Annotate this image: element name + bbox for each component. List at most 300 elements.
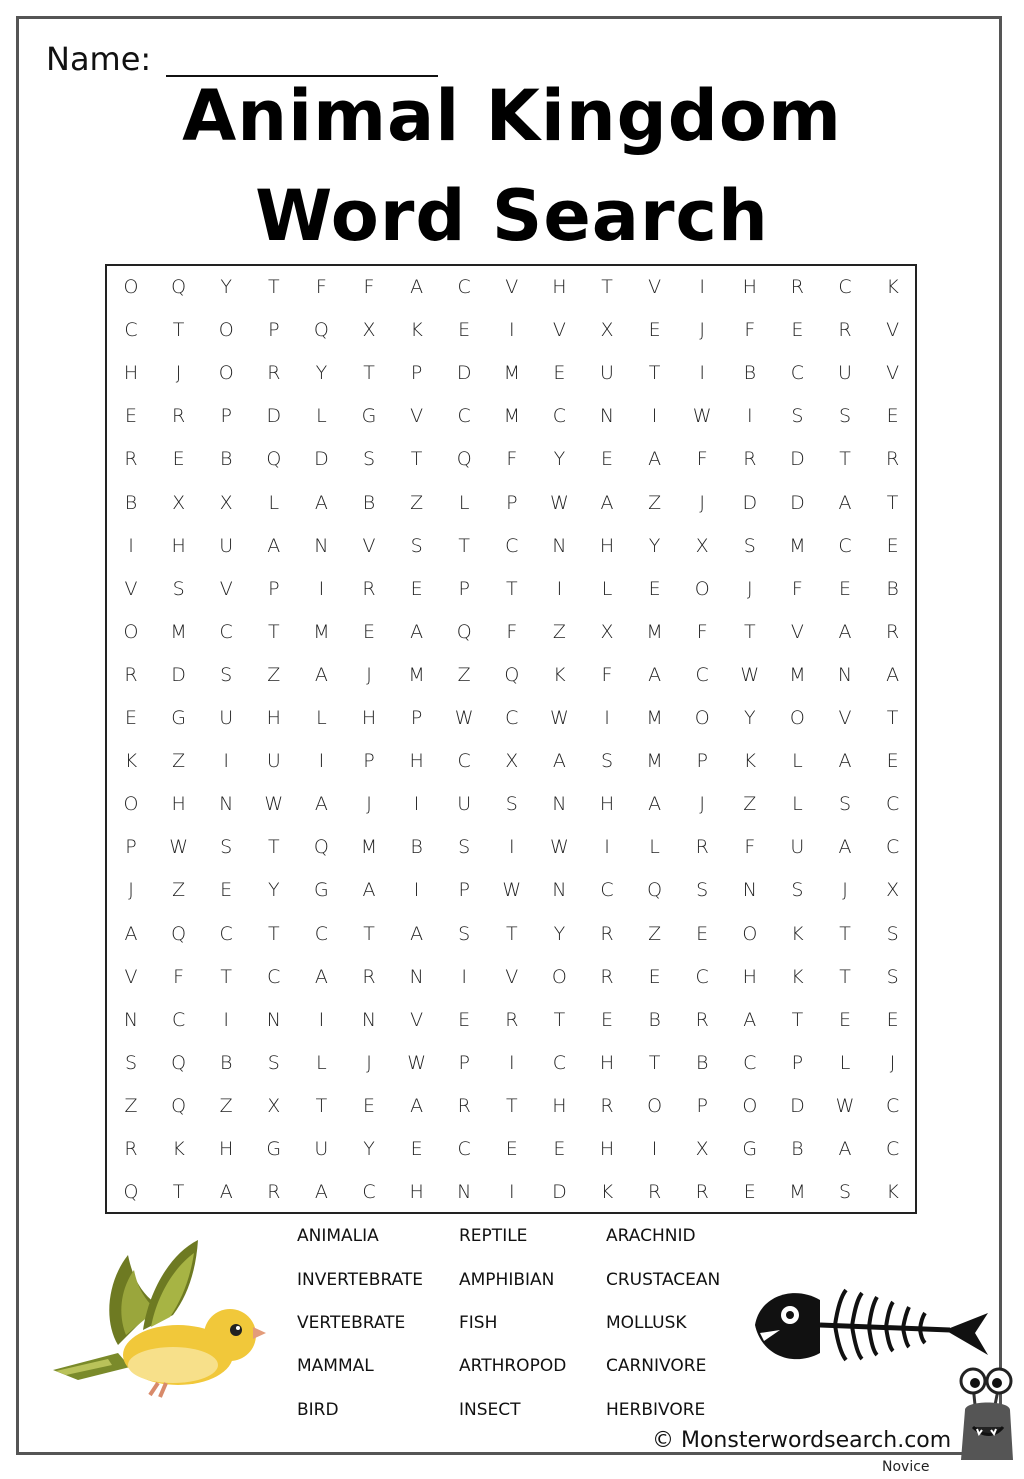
grid-letter[interactable]: E [458,319,471,342]
grid-letter[interactable]: C [267,965,281,988]
grid-letter[interactable]: Q [456,448,472,471]
grid-letter[interactable]: B [219,448,233,471]
grid-letter[interactable]: E [410,1138,423,1160]
grid-letter[interactable]: W [502,879,522,902]
grid-letter[interactable]: T [267,620,280,643]
grid-letter[interactable]: H [219,1138,234,1160]
grid-letter[interactable]: A [552,750,566,773]
grid-letter[interactable]: A [838,750,852,773]
grid-letter[interactable]: F [506,448,518,471]
grid-letter[interactable]: J [366,793,372,816]
grid-letter[interactable]: H [266,707,281,729]
grid-letter[interactable]: C [457,750,471,773]
grid-letter[interactable]: Q [171,922,187,945]
grid-letter[interactable]: K [600,1181,614,1204]
grid-letter[interactable]: E [220,879,233,902]
grid-letter[interactable]: E [838,1008,851,1031]
grid-letter[interactable]: D [790,1094,805,1117]
grid-letter[interactable]: U [790,836,805,859]
grid-letter[interactable]: A [648,663,662,686]
grid-letter[interactable]: H [599,1051,615,1074]
grid-letter[interactable]: E [648,577,661,600]
grid-letter[interactable]: P [458,577,470,600]
grid-letter[interactable]: O [123,793,139,816]
grid-letter[interactable]: V [410,1008,424,1031]
grid-letter[interactable]: S [458,836,471,859]
grid-letter[interactable]: R [790,276,804,298]
grid-letter[interactable]: Y [315,362,328,385]
grid-letter[interactable]: B [124,491,138,514]
grid-letter[interactable]: R [362,965,376,988]
grid-letter[interactable]: C [171,1008,186,1031]
grid-letter[interactable]: S [791,405,804,428]
grid-letter[interactable]: T [172,319,185,342]
grid-letter[interactable]: V [552,319,566,342]
grid-letter[interactable]: V [362,534,376,557]
grid-letter[interactable]: T [505,1094,518,1117]
grid-letter[interactable]: P [410,362,423,385]
grid-letter[interactable]: S [791,879,804,902]
grid-letter[interactable]: I [223,750,229,773]
grid-letter[interactable]: M [646,750,663,773]
grid-letter[interactable]: L [458,491,470,514]
grid-letter[interactable]: R [600,965,614,988]
grid-letter[interactable]: A [314,965,328,988]
grid-letter[interactable]: A [219,1181,233,1204]
grid-letter[interactable]: E [743,1181,756,1204]
grid-letter[interactable]: D [171,663,186,686]
grid-letter[interactable]: P [410,707,423,729]
grid-letter[interactable]: H [552,276,567,298]
grid-letter[interactable]: G [742,1138,758,1160]
grid-letter[interactable]: K [791,922,804,945]
grid-letter[interactable]: Q [313,319,329,342]
grid-letter[interactable]: U [219,707,234,729]
grid-letter[interactable]: M [789,534,806,557]
grid-letter[interactable]: R [505,1008,519,1031]
grid-letter[interactable]: R [695,836,709,859]
grid-letter[interactable]: T [886,707,899,729]
grid-letter[interactable]: N [837,663,853,686]
grid-letter[interactable]: M [313,620,330,643]
grid-letter[interactable]: N [361,1008,377,1031]
grid-letter[interactable]: A [886,663,900,686]
grid-letter[interactable]: K [886,276,899,298]
grid-letter[interactable]: C [457,405,471,428]
grid-letter[interactable]: Q [171,1094,187,1117]
grid-letter[interactable]: H [599,534,615,557]
grid-letter[interactable]: B [791,1138,804,1160]
grid-letter[interactable]: E [362,620,375,643]
grid-letter[interactable]: R [838,319,852,342]
grid-letter[interactable]: E [553,362,566,385]
grid-letter[interactable]: H [552,1094,567,1117]
grid-letter[interactable]: A [838,1138,852,1160]
grid-letter[interactable]: T [410,448,423,471]
grid-letter[interactable]: T [648,1051,661,1074]
grid-letter[interactable]: A [648,448,662,471]
grid-letter[interactable]: X [886,879,900,902]
grid-letter[interactable]: M [170,620,187,643]
grid-letter[interactable]: E [505,1138,518,1160]
grid-letter[interactable]: N [457,1181,472,1204]
grid-letter[interactable]: B [362,491,376,514]
grid-letter[interactable]: S [458,922,471,945]
grid-letter[interactable]: E [648,319,661,342]
grid-letter[interactable]: N [742,879,757,902]
grid-letter[interactable]: C [885,793,900,816]
grid-letter[interactable]: Q [171,276,187,298]
grid-letter[interactable]: C [838,276,852,298]
grid-letter[interactable]: O [742,1094,758,1117]
grid-letter[interactable]: S [220,663,233,686]
grid-letter[interactable]: Z [457,663,471,686]
grid-letter[interactable]: N [409,965,424,988]
grid-letter[interactable]: R [362,577,376,600]
grid-letter[interactable]: N [219,793,234,816]
grid-letter[interactable]: N [552,793,567,816]
grid-letter[interactable]: I [318,750,325,773]
grid-letter[interactable]: S [838,405,852,428]
grid-letter[interactable]: I [746,405,753,428]
grid-letter[interactable]: T [315,1094,328,1117]
grid-letter[interactable]: H [409,1181,424,1204]
grid-letter[interactable]: H [409,750,424,773]
grid-letter[interactable]: O [789,707,805,729]
grid-letter[interactable]: O [742,922,758,945]
grid-letter[interactable]: V [648,276,662,298]
grid-letter[interactable]: O [551,965,567,988]
grid-letter[interactable]: O [647,1094,663,1117]
grid-letter[interactable]: A [410,620,424,643]
grid-letter[interactable]: A [410,1094,424,1117]
grid-letter[interactable]: P [458,879,470,902]
grid-letter[interactable]: E [886,405,899,428]
grid-letter[interactable]: A [410,922,424,945]
grid-letter[interactable]: Q [171,1051,187,1074]
grid-letter[interactable]: T [220,965,232,988]
grid-letter[interactable]: D [456,362,472,385]
grid-letter[interactable]: Z [552,620,566,643]
grid-letter[interactable]: T [743,620,756,643]
grid-letter[interactable]: K [553,663,566,686]
grid-letter[interactable]: U [219,534,234,557]
grid-letter[interactable]: H [171,793,186,816]
grid-letter[interactable]: N [552,879,567,902]
grid-letter[interactable]: S [362,448,376,471]
grid-letter[interactable]: C [600,879,614,902]
grid-letter[interactable]: T [458,534,470,557]
grid-letter[interactable]: T [172,1181,185,1204]
grid-letter[interactable]: R [124,663,138,686]
grid-letter[interactable]: I [318,1008,325,1031]
grid-letter[interactable]: R [695,1008,709,1031]
grid-letter[interactable]: S [505,793,518,816]
grid-letter[interactable]: E [886,1008,899,1031]
grid-letter[interactable]: W [835,1094,855,1117]
grid-letter[interactable]: J [128,879,134,902]
grid-letter[interactable]: E [791,319,804,342]
grid-letter[interactable]: D [314,448,329,471]
grid-letter[interactable]: T [839,448,851,471]
grid-letter[interactable]: N [266,1008,281,1031]
grid-letter[interactable]: A [314,793,328,816]
grid-letter[interactable]: D [790,448,805,471]
grid-letter[interactable]: P [268,577,280,600]
grid-letter[interactable]: C [885,836,900,859]
grid-letter[interactable]: T [267,922,280,945]
grid-letter[interactable]: J [746,577,753,600]
grid-letter[interactable]: Z [172,879,186,902]
grid-letter[interactable]: B [219,1051,233,1074]
grid-letter[interactable]: O [218,319,234,342]
grid-letter[interactable]: R [267,1181,281,1204]
grid-letter[interactable]: R [885,448,900,471]
grid-letter[interactable]: L [792,793,803,816]
grid-letter[interactable]: Z [124,1094,138,1117]
grid-letter[interactable]: S [172,577,185,600]
grid-letter[interactable]: F [696,448,708,471]
grid-letter[interactable]: W [407,1051,426,1074]
grid-letter[interactable]: S [886,965,899,988]
grid-letter[interactable]: R [647,1181,662,1204]
grid-letter[interactable]: F [601,663,613,686]
grid-letter[interactable]: V [838,707,852,729]
grid-letter[interactable]: W [549,836,569,859]
grid-letter[interactable]: T [363,362,375,385]
grid-letter[interactable]: X [362,319,376,342]
grid-letter[interactable]: H [599,793,615,816]
grid-letter[interactable]: V [505,965,519,988]
grid-letter[interactable]: L [268,491,280,514]
grid-letter[interactable]: U [266,750,281,773]
grid-letter[interactable]: B [648,1008,661,1031]
grid-letter[interactable]: H [742,965,757,988]
grid-letter[interactable]: M [789,663,806,686]
grid-letter[interactable]: T [505,922,518,945]
grid-letter[interactable]: L [649,836,660,859]
grid-letter[interactable]: U [457,793,472,816]
grid-letter[interactable]: B [410,836,423,859]
grid-letter[interactable]: L [316,405,327,428]
grid-letter[interactable]: D [742,491,758,514]
grid-letter[interactable]: D [790,491,805,514]
grid-letter[interactable]: X [267,1094,281,1117]
grid-letter[interactable]: T [839,965,851,988]
grid-letter[interactable]: R [695,1181,709,1204]
grid-letter[interactable]: X [172,491,186,514]
grid-letter[interactable]: E [410,577,423,600]
grid-letter[interactable]: Z [743,793,757,816]
grid-letter[interactable]: D [552,1181,567,1204]
grid-letter[interactable]: I [699,362,705,385]
grid-letter[interactable]: K [124,750,138,773]
grid-letter[interactable]: S [267,1051,280,1074]
grid-letter[interactable]: R [600,1094,614,1117]
grid-letter[interactable]: Z [410,491,424,514]
grid-letter[interactable]: G [361,405,377,428]
grid-letter[interactable]: J [699,491,705,514]
grid-letter[interactable]: E [172,448,185,471]
grid-letter[interactable]: U [600,362,614,385]
grid-letter[interactable]: I [699,276,705,298]
grid-letter[interactable]: A [600,491,614,514]
grid-letter[interactable]: K [410,319,423,342]
grid-letter[interactable]: T [886,491,899,514]
grid-letter[interactable]: P [791,1051,804,1074]
grid-letter[interactable]: Z [172,750,186,773]
grid-letter[interactable]: A [314,663,328,686]
grid-letter[interactable]: F [791,577,803,600]
grid-letter[interactable]: Z [219,1094,233,1117]
grid-letter[interactable]: Y [743,707,756,729]
grid-letter[interactable]: W [454,707,474,729]
grid-letter[interactable]: Z [267,663,281,686]
grid-letter[interactable]: T [791,1008,804,1031]
grid-letter[interactable]: A [410,276,424,298]
grid-letter[interactable]: E [553,1138,566,1160]
grid-letter[interactable]: Q [647,879,663,902]
grid-letter[interactable]: C [695,965,709,988]
grid-letter[interactable]: M [789,1181,806,1204]
grid-letter[interactable]: S [410,534,423,557]
grid-letter[interactable]: Y [553,922,566,945]
grid-letter[interactable]: T [505,577,518,600]
grid-letter[interactable]: W [264,793,284,816]
grid-letter[interactable]: N [599,405,615,428]
grid-letter[interactable]: O [694,707,710,729]
grid-letter[interactable]: Q [123,1181,139,1204]
grid-letter[interactable]: R [124,1138,138,1160]
grid-letter[interactable]: U [838,362,852,385]
grid-letter[interactable]: A [362,879,376,902]
grid-letter[interactable]: W [169,836,188,859]
grid-letter[interactable]: C [552,405,567,428]
grid-letter[interactable]: W [549,491,569,514]
grid-letter[interactable]: S [124,1051,138,1074]
grid-letter[interactable]: E [886,750,899,773]
grid-letter[interactable]: C [695,663,709,686]
grid-letter[interactable]: S [886,922,899,945]
grid-letter[interactable]: Q [266,448,282,471]
grid-letter[interactable]: W [740,663,760,686]
grid-letter[interactable]: H [599,1138,615,1160]
grid-letter[interactable]: N [123,1008,139,1031]
grid-letter[interactable]: M [646,707,663,729]
grid-letter[interactable]: S [743,534,756,557]
grid-letter[interactable]: I [508,1181,515,1204]
grid-letter[interactable]: F [744,836,756,859]
grid-letter[interactable]: S [838,793,852,816]
grid-letter[interactable]: P [696,750,708,773]
grid-letter[interactable]: O [123,276,139,298]
grid-letter[interactable]: L [839,1051,851,1074]
grid-letter[interactable]: C [838,534,852,557]
grid-letter[interactable]: C [362,1181,376,1204]
grid-letter[interactable]: E [648,965,661,988]
grid-letter[interactable]: I [508,836,515,859]
grid-letter[interactable]: I [556,577,563,600]
grid-letter[interactable]: C [885,1094,900,1117]
grid-letter[interactable]: V [886,362,900,385]
grid-letter[interactable]: C [743,1051,757,1074]
grid-letter[interactable]: T [648,362,661,385]
grid-letter[interactable]: F [744,319,756,342]
grid-letter[interactable]: N [552,534,567,557]
grid-letter[interactable]: R [885,620,900,643]
grid-letter[interactable]: J [175,362,182,385]
grid-letter[interactable]: I [508,1051,515,1074]
grid-letter[interactable]: L [316,707,327,729]
grid-letter[interactable]: O [694,577,710,600]
grid-letter[interactable]: J [889,1051,896,1074]
grid-letter[interactable]: H [361,707,377,729]
grid-letter[interactable]: C [457,1138,471,1160]
grid-letter[interactable]: S [220,836,233,859]
grid-letter[interactable]: T [267,276,280,298]
grid-letter[interactable]: C [219,620,233,643]
grid-letter[interactable]: A [838,491,852,514]
grid-letter[interactable]: O [123,620,139,643]
grid-letter[interactable]: F [315,276,327,298]
grid-letter[interactable]: P [268,319,280,342]
grid-letter[interactable]: C [505,534,519,557]
grid-letter[interactable]: I [223,1008,229,1031]
grid-letter[interactable]: X [600,620,614,643]
grid-letter[interactable]: G [171,707,186,729]
grid-letter[interactable]: X [219,491,233,514]
grid-letter[interactable]: A [267,534,281,557]
grid-letter[interactable]: Q [504,663,520,686]
grid-letter[interactable]: C [124,319,138,342]
grid-letter[interactable]: I [604,836,610,859]
grid-letter[interactable]: E [696,922,709,945]
grid-letter[interactable]: I [413,793,420,816]
grid-letter[interactable]: R [457,1094,471,1117]
grid-letter[interactable]: V [410,405,424,428]
grid-letter[interactable]: P [506,491,518,514]
grid-letter[interactable]: E [124,707,137,729]
grid-letter[interactable]: A [648,793,662,816]
grid-letter[interactable]: T [601,276,613,298]
grid-letter[interactable]: Z [648,491,662,514]
grid-letter[interactable]: V [219,577,233,600]
grid-letter[interactable]: I [318,577,325,600]
grid-letter[interactable]: B [886,577,899,600]
grid-letter[interactable]: E [124,405,137,428]
grid-letter[interactable]: C [219,922,233,945]
grid-letter[interactable]: M [646,620,663,643]
grid-letter[interactable]: Z [648,922,662,945]
grid-letter[interactable]: L [792,750,803,773]
grid-letter[interactable]: X [600,319,614,342]
grid-letter[interactable]: W [549,707,569,729]
grid-letter[interactable]: A [314,1181,328,1204]
grid-letter[interactable]: I [604,707,610,729]
grid-letter[interactable]: F [506,620,518,643]
grid-letter[interactable]: R [267,362,281,385]
grid-letter[interactable]: A [124,922,138,945]
grid-letter[interactable]: Y [648,534,661,557]
grid-letter[interactable]: B [743,362,757,385]
grid-letter[interactable]: T [363,922,375,945]
grid-letter[interactable]: X [695,1138,709,1160]
grid-letter[interactable]: X [695,534,709,557]
grid-letter[interactable]: E [600,1008,613,1031]
grid-letter[interactable]: F [363,276,375,298]
grid-letter[interactable]: S [696,879,709,902]
grid-letter[interactable]: E [362,1094,375,1117]
